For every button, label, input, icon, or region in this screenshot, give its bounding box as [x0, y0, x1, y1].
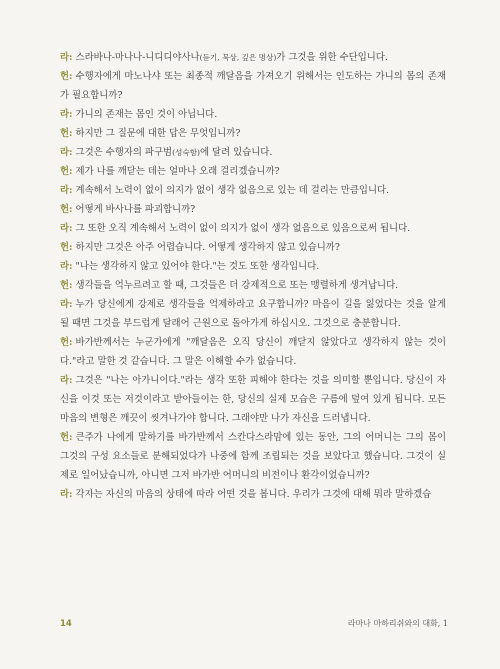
speaker-label: 헌:: [60, 337, 73, 348]
speaker-label: 헌:: [60, 71, 73, 82]
dialogue-line: 헌: 생각들을 억누르려고 할 때, 그것들은 더 강제적으로 또는 맹렬하게 생겨납니다.: [60, 280, 399, 291]
dialogue-line: 라: 누가 당신에게 강제로 생각들을 억제하라고 요구합니까? 마음이 길을 잃었다는 것을 알게 될 때면 그것을 부드럽게 달래어 근원으로 돌아가게 하십시오. 그것으로 충분합니다.: [60, 299, 446, 329]
dialogue-line: 라: 각자는 자신의 마음의 상태에 따라 어떤 것을 봅니다. 우리가 그것에 대해 뭐라 말하겠습: [60, 489, 432, 500]
speaker-label: 라:: [60, 375, 73, 386]
speaker-label: 라:: [60, 489, 73, 500]
speaker-label: 라:: [60, 109, 73, 120]
page-number: 14: [60, 619, 72, 629]
speaker-label: 헌:: [60, 432, 73, 443]
dialogue-line: 라: 스라바나-마나나-니디디야사나(듣기, 묵상, 깊은 명상)가 그것을 위한 수단입니다.: [60, 52, 388, 63]
speaker-label: 헌:: [60, 204, 73, 215]
speaker-label: 라:: [60, 52, 73, 63]
dialogue-line: 라: 그 또한 오직 계속해서 노력이 없이 의지가 없이 생각 없음으로 있음으로써 됩니다.: [60, 223, 411, 234]
dialogue-line: 라: "나는 생각하지 않고 있어야 한다."는 것도 또한 생각입니다.: [60, 261, 320, 272]
dialogue-line: 라: 그것은 "나는 아가니이다."라는 생각 또한 피해야 한다는 것을 의미할 뿐입니다. 당신이 자신을 이것 또는 저것이라고 받아들이는 한, 당신의 실제 모습은 구름에 덮여 있게 됩니다. 모든 마음의 변형은 깨끗이 씻겨나가야 합니다. 그래야만 나가 자신을 드러냅니다.: [60, 375, 446, 424]
running-title: 라마나 마하리쉬와의 대화, 1: [347, 619, 448, 628]
dialogue-line: 라: 계속해서 노력이 없이 의지가 없이 생각 없음으로 있는 데 걸리는 만큼입니다.: [60, 185, 390, 196]
dialogue-line: 헌: 바가반께서는 누군가에게 "깨달음은 오직 당신이 깨닫지 않았다고 생각하지 않는 것이다."라고 말한 것 같습니다. 그 말은 이해할 수가 없습니다.: [60, 337, 446, 367]
speaker-label: 헌:: [60, 242, 73, 253]
dialogue-line: 라: 가니의 존재는 몸인 것이 아닙니다.: [60, 109, 218, 120]
dialogue-line: 헌: 큰주가 나에게 말하기를 바가반께서 스칸다스라맘에 있는 동안, 그의 어머니는 그의 몸이 그것의 구성 요소들로 분해되었다가 나중에 함께 조립되는 것을 보았다고 했습니다. 그것이 실제로 일어났습니까, 아니면 그저 바가반 어머니의 비전이나 환각이었습니까?: [60, 432, 446, 481]
speaker-label: 라:: [60, 185, 73, 196]
speaker-label: 헌:: [60, 128, 73, 139]
speaker-label: 헌:: [60, 280, 73, 291]
dialogue-line: 헌: 하지만 그것은 아주 어렵습니다. 어떻게 생각하지 않고 있습니까?: [60, 242, 340, 253]
dialogue-line: 헌: 수행자에게 마노나샤 또는 최종적 깨달음을 가져오기 위해서는 인도하는 가니의 몸의 존재가 필요합니까?: [60, 71, 446, 101]
dialogue-line: 라: 그것은 수행자의 파구범(성숙함)에 달려 있습니다.: [60, 147, 273, 158]
dialogue-line: 헌: 하지만 그 질문에 대한 답은 무엇입니까?: [60, 128, 241, 139]
speaker-label: 라:: [60, 223, 73, 234]
dialogue-line: 헌: 제가 나를 깨닫는 데는 얼마나 오래 걸리겠습니까?: [60, 166, 280, 177]
speaker-label: 라:: [60, 261, 73, 272]
speaker-label: 라:: [60, 299, 73, 310]
speaker-label: 헌:: [60, 166, 73, 177]
speaker-label: 라:: [60, 147, 73, 158]
dialogue-line: 헌: 어떻게 바사나를 파괴합니까?: [60, 204, 196, 215]
page-body: [60, 48, 446, 504]
page-footer: [60, 618, 448, 629]
